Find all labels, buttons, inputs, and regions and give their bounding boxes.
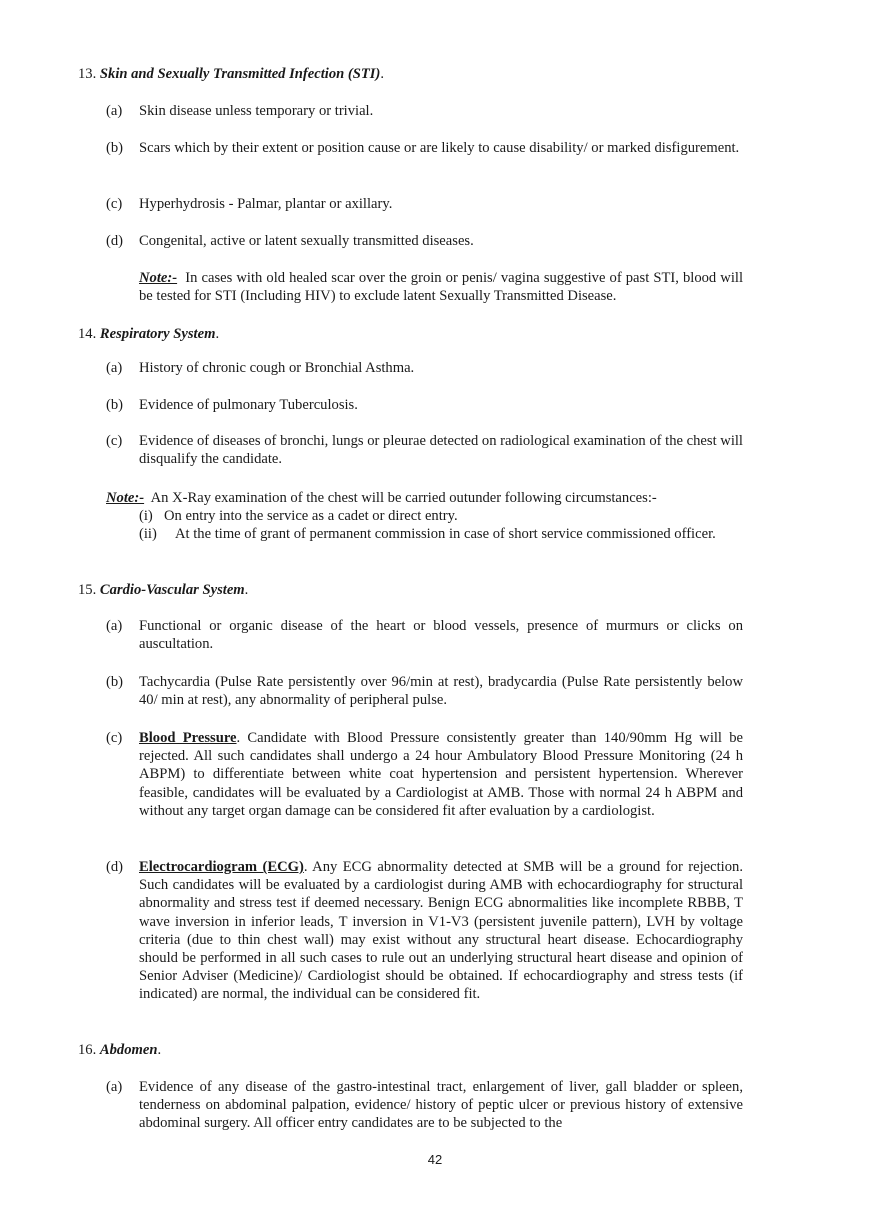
item-text: Scars which by their extent or position cause or are likely to cause disability/ or marked disfigurement. [139, 140, 740, 156]
note-label: Note:- [106, 490, 145, 506]
item-text: Tachycardia (Pulse Rate persistently over 96/min at rest), bradycardia (Pulse Rate persistently below 40/ min at rest), any abnormality of peripheral pulse. [139, 674, 743, 709]
section-number: 14. [78, 326, 97, 342]
note-label: Note:- [139, 270, 178, 286]
item-text: History of chronic cough or Bronchial Asthma. [139, 360, 415, 376]
item-label: (d) [106, 859, 124, 875]
item-label: (c) [106, 196, 123, 212]
item-text: Functional or organic disease of the heart or blood vessels, presence of murmurs or clicks on auscultation. [139, 618, 743, 653]
section-14-heading: 14. Respiratory System. [78, 326, 220, 342]
item-label: (c) [106, 730, 123, 746]
item-label: (d) [106, 233, 124, 249]
item-label: (c) [106, 433, 123, 449]
item-label: (b) [106, 140, 124, 156]
note-subitem-label: (ii) [139, 526, 157, 542]
item-text: Evidence of any disease of the gastro-intestinal tract, enlargement of liver, gall bladder or spleen, tenderness on abdominal palpation, evidence/ history of peptic ulcer or previous history of extensive abdominal surgery. All officer entry candidates are to be subjected to the [139, 1079, 743, 1132]
note-subitem-label: (i) [139, 508, 153, 524]
note-subitem-text: At the time of grant of permanent commission in case of short service commissioned officer. [175, 526, 716, 542]
item-text: Evidence of pulmonary Tuberculosis. [139, 397, 358, 413]
note-text: An X-Ray examination of the chest will be carried outunder following circumstances:- [150, 490, 657, 506]
item-text: Hyperhydrosis - Palmar, plantar or axillary. [139, 196, 393, 212]
section-13-heading: 13. Skin and Sexually Transmitted Infection (STI). [78, 66, 384, 82]
item-label: (a) [106, 1079, 123, 1095]
item-paragraph: Blood Pressure. Candidate with Blood Pressure consistently greater than 140/90mm Hg will be rejected. All such candidates shall undergo a 24 hour Ambulatory Blood Pressure Monitoring (24 h ABPM) to differentiate between white coat hypertension and persistent hypertension. Wherever feasible, candidates will be evaluated by a Cardiologist at AMB. Those with normal 24 h ABPM and without any target organ damage can be considered fit after evaluation by a cardiologist. [139, 730, 744, 819]
section-title: Abdomen [99, 1042, 158, 1058]
item-term: Electrocardiogram (ECG) [139, 859, 304, 875]
section-number: 15. [78, 582, 97, 598]
item-term: Blood Pressure [139, 730, 237, 746]
note-subitem-text: On entry into the service as a cadet or direct entry. [164, 508, 458, 524]
item-text: Any ECG abnormality detected at SMB will be a ground for rejection. Such candidates will be evaluated by a cardiologist during AMB with echocardiography for structural abnormality and stress test if deemed necessary. Benign ECG abnormalities like incomplete RBBB, T wave inversion in inferior leads, T inversion in V1-V3 (persistent juvenile pattern), LVH by voltage criteria (due to thin chest wall) may exist without any structural heart disease. Echocardiography should be performed in all such cases to rule out an underlying structural heart disease and opinion of Senior Adviser (Medicine)/ Cardiologist should be obtained. If echocardiography and stress tests (if indicated) are normal, the individual can be considered fit. [139, 859, 743, 1003]
section-title: Skin and Sexually Transmitted Infection (STI) [99, 66, 381, 82]
item-text: Skin disease unless temporary or trivial. [139, 103, 374, 119]
item-label: (a) [106, 103, 123, 119]
section-number: 16. [78, 1042, 97, 1058]
item-text: Evidence of diseases of bronchi, lungs or pleurae detected on radiological examination of the chest will disqualify the candidate. [139, 433, 743, 468]
page-number: 42 [427, 1152, 443, 1167]
note-paragraph [106, 489, 657, 507]
section-15-heading: 15. Cardio-Vascular System. [78, 582, 249, 598]
section-title: Cardio-Vascular System [99, 582, 245, 598]
item-paragraph: Electrocardiogram (ECG). Any ECG abnormality detected at SMB will be a ground for rejection. Such candidates will be evaluated by a cardiologist during AMB with echocardiography for structural abnormality and stress test if deemed necessary. Benign ECG abnormalities like incomplete RBBB, T wave inversion in inferior leads, T inversion in V1-V3 (persistent juvenile pattern), LVH by voltage criteria (due to thin chest wall) may exist without any structural heart disease. Echocardiography should be performed in all such cases to rule out an underlying structural heart disease and opinion of Senior Adviser (Medicine)/ Cardiologist should be obtained. If echocardiography and stress tests (if indicated) are normal, the individual can be considered fit. [139, 859, 743, 1003]
item-label: (b) [106, 397, 124, 413]
item-text: Congenital, active or latent sexually transmitted diseases. [139, 233, 474, 249]
note-paragraph [139, 269, 743, 305]
section-16-heading: 16. Abdomen. [78, 1042, 162, 1058]
section-number: 13. [78, 66, 97, 82]
item-label: (b) [106, 674, 124, 690]
note-text: In cases with old healed scar over the groin or penis/ vagina suggestive of past STI, blood will be tested for STI (Including HIV) to exclude latent Sexually Transmitted Disease. [139, 270, 743, 305]
item-text: Candidate with Blood Pressure consistently greater than 140/90mm Hg will be rejected. All such candidates shall undergo a 24 hour Ambulatory Blood Pressure Monitoring (24 h ABPM) to differentiate between white coat hypertension and persistent hypertension. Wherever feasible, candidates will be evaluated by a Cardiologist at AMB. Those with normal 24 h ABPM and without any target organ damage can be considered fit after evaluation by a cardiologist. [139, 730, 744, 819]
section-title: Respiratory System [99, 326, 216, 342]
item-label: (a) [106, 618, 123, 634]
item-label: (a) [106, 360, 123, 376]
